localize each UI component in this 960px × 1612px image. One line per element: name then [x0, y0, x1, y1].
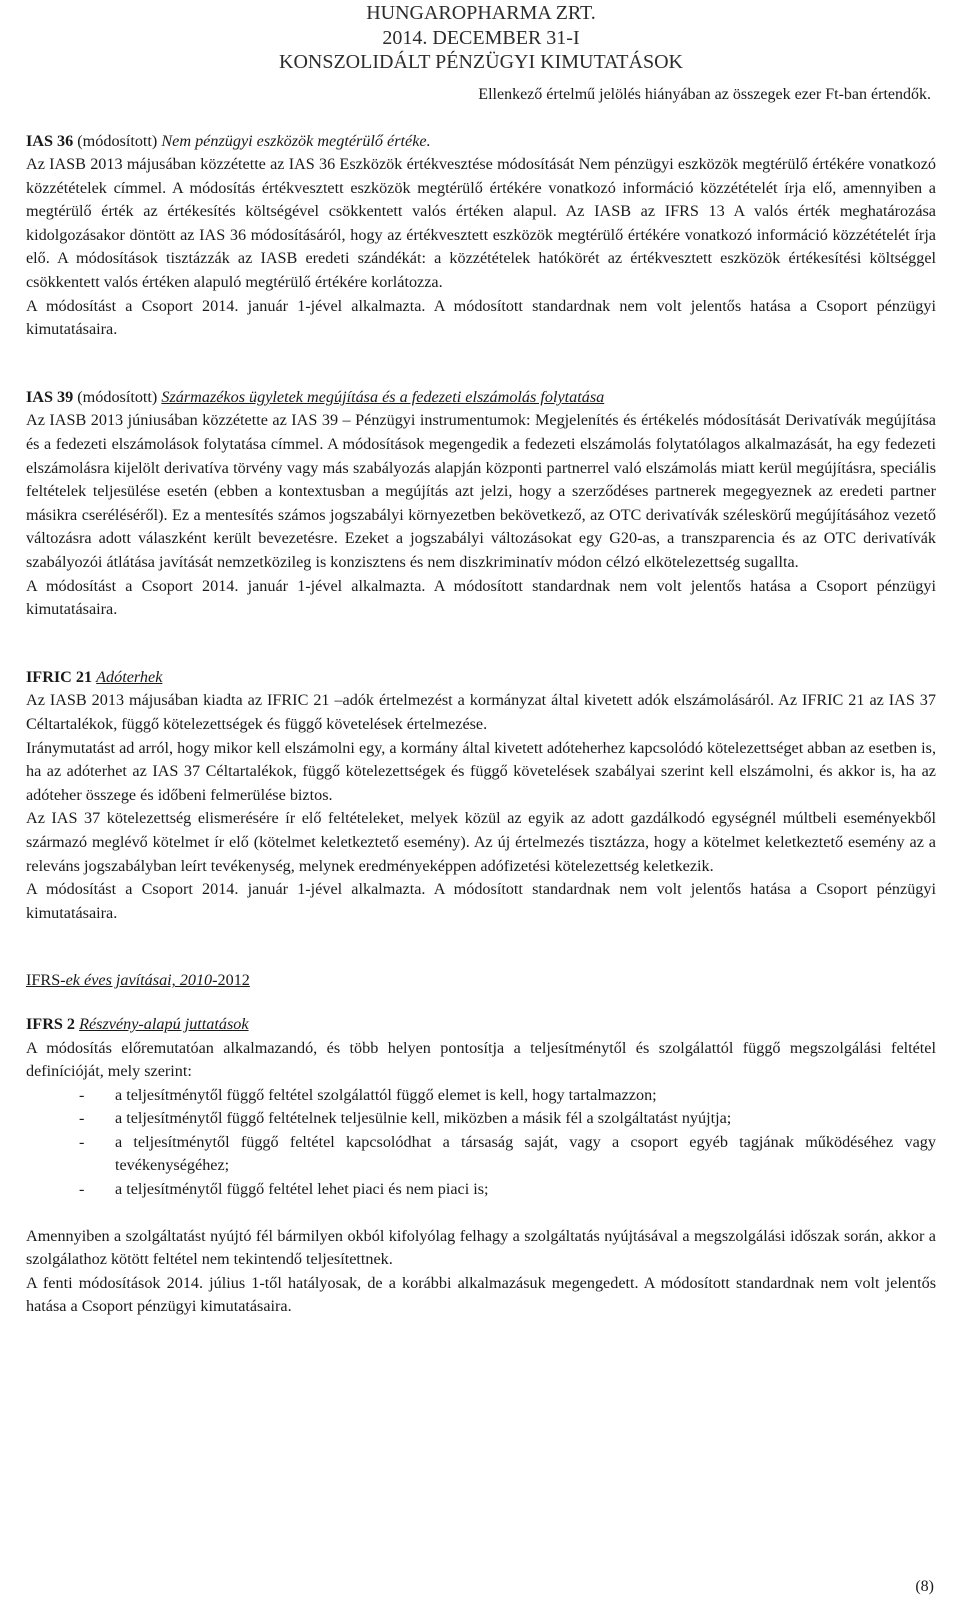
heading-suffix: (módosított) [73, 387, 162, 406]
standard-title: Részvény-alapú juttatások [79, 1014, 249, 1033]
report-title: KONSZOLIDÁLT PÉNZÜGYI KIMUTATÁSOK [279, 51, 683, 73]
section-ifrs2 [26, 1013, 936, 1319]
section-ias36 [26, 130, 936, 342]
section-heading [26, 386, 936, 410]
dash-bullet: - [79, 1085, 85, 1104]
list-item-text: a teljesítménytől függő feltétel szolgálattól függő elemet is kell, hogy tartalmazzon; [115, 1085, 657, 1104]
dash-bullet: - [79, 1132, 85, 1151]
section-heading [26, 1013, 936, 1037]
section-ifric21 [26, 666, 936, 926]
paragraph: Amennyiben a szolgáltatást nyújtó fél bármilyen okból kifolyólag felhagy a szolgáltatás nyújtásával a megszolgálási időszak során, akkor a szolgálathoz kötött feltétel nem tekintendő teljesítettnek. [26, 1226, 936, 1269]
standard-code: IAS 36 [26, 131, 74, 150]
dash-bullet: - [79, 1180, 85, 1199]
list-item-text: a teljesítménytől függő feltétel kapcsolódhat a társaság saját, vagy a csoport egyéb tagjának működéséhez vagy tevékenységéhez; [115, 1132, 936, 1175]
list-item [26, 1178, 936, 1202]
paragraph: A módosítást a Csoport 2014. január 1-jével alkalmazta. A módosított standardnak nem volt jelentős hatása a Csoport pénzügyi kimutatásaira. [26, 296, 936, 339]
section-heading [26, 130, 936, 154]
section-heading [26, 969, 936, 993]
standard-code: IFRIC 21 [26, 667, 93, 686]
dash-bullet: - [79, 1109, 85, 1128]
list-item [26, 1084, 936, 1108]
list-item-text: a teljesítménytől függő feltétel lehet piaci és nem piaci is; [115, 1180, 489, 1199]
paragraph: Az IASB 2013 májusában kiadta az IFRIC 21 –adók értelmezést a kormányzat által kivetett adók elszámolásáról. Az IFRIC 21 az IAS 37 Céltartalékok, függő kötelezettségek és függő követelések értelmezése. [26, 691, 936, 733]
list-item [26, 1107, 936, 1131]
paragraph: A módosítás előremutatóan alkalmazandó, és több helyen pontosítja a teljesítménytől és szolgálattól függő megszolgálási feltétel definícióját, mely szerint: [26, 1038, 936, 1081]
company-name: HUNGAROPHARMA ZRT. [366, 2, 596, 24]
paragraph: A módosítást a Csoport 2014. január 1-jével alkalmazta. A módosított standardnak nem volt jelentős hatása a Csoport pénzügyi kimutatásaira. [26, 880, 936, 922]
section-annual-improvements [26, 969, 936, 993]
section-heading [26, 666, 936, 690]
paragraph: A módosítást a Csoport 2014. január 1-jével alkalmazta. A módosított standardnak nem volt jelentős hatása a Csoport pénzügyi kimutatásaira. [26, 576, 936, 619]
paragraph: A fenti módosítások 2014. július 1-től hatályosak, de a korábbi alkalmazásuk megengedett. A módosított standardnak nem volt jelentős hatása a Csoport pénzügyi kimutatásaira. [26, 1273, 936, 1316]
paragraph: Az IAS 37 kötelezettség elismerésére ír elő feltételeket, melyek közül az egyik az adott gazdálkodó egységnél múltbeli eseményekből származó meglévő kötelmet ír elő (kötelmet keletkeztető esemény). Az új értelmezés tisztázza, hogy a kötelmet keletkeztető esemény az a releváns jogszabályban leírt tevékenység, melynek eredményeképpen adófizetési kötelezettség keletkezik. [26, 809, 936, 875]
standard-title: Nem pénzügyi eszközök megtérülő értéke. [161, 131, 431, 150]
section-ias39 [26, 386, 936, 622]
document-page [26, 0, 936, 1319]
standard-title: Adóterhek [96, 667, 163, 686]
page-number: (8) [915, 1578, 934, 1595]
standard-code: IFRS 2 [26, 1014, 76, 1033]
standard-title: Származékos ügyletek megújítása és a fedezeti elszámolás folytatása [161, 387, 605, 406]
currency-note: Ellenkező értelmű jelölés hiányában az összegek ezer Ft-ban értendők. [478, 85, 931, 103]
heading-suffix: (módosított) [73, 131, 162, 150]
paragraph: Iránymutatást ad arról, hogy mikor kell elszámolni egy, a kormány által kivetett adóteherhez kapcsolódó kötelezettséget abban az esetben is, ha az adóterhet az IAS 37 Céltartalékok, függő kötelezettségek és függő követelések szabályai szerint kell elszámolni, és akkor is, ha az adóteher összege és időbeni felmerülése biztos. [26, 738, 936, 804]
condition-list [26, 1084, 936, 1202]
report-header [26, 0, 936, 75]
standard-code: IAS 39 [26, 387, 74, 406]
heading-prefix: IFRS [26, 971, 61, 990]
list-item [26, 1131, 936, 1178]
heading-italic: -ek éves javításai, 2010 [60, 971, 213, 990]
list-item-text: a teljesítménytől függő feltételnek teljesülnie kell, miközben a másik fél a szolgáltatást nyújtja; [115, 1109, 732, 1128]
paragraph: Az IASB 2013 májusában közzétette az IAS 36 Eszközök értékvesztése módosítását Nem pénzügyi eszközök megtérülő értékére vonatkozó közzétételek címmel. A módosítás értékvesztett eszközök megtérülő értékére vonatkozó információ közzétételét írja elő, amennyiben a megtérülő érték az értékesítés költségével csökkentett valós értéken alapul. Az IASB az IFRS 13 A valós érték meghatározása kidolgozásakor döntött az IAS 36 módosításáról, hogy az értékvesztett eszközök megtérülő értékére vonatkozó információ közzétételét írja elő. A módosítások tisztázzák az IASB eredeti szándékát: a közzétételek hatókörét az értékvesztett eszközök értékesítési költséggel csökkentett valós értéken alapuló megtérülő értékére korlátozza. [26, 155, 936, 292]
heading-suffix: -2012 [212, 971, 250, 990]
paragraph: Az IASB 2013 júniusában közzétette az IAS 39 – Pénzügyi instrumentumok: Megjelenítés és értékelés módosítását Derivatívák megújítása és a fedezeti elszámolások folytatása címmel. A módosítások megengedik a fedezeti elszámolás folytatólagos alkalmazását, ha egy fedezeti elszámolásra kijelölt derivatíva törvény vagy más szabályozás alapján központi partnerrel való elszámolás miatt kerül megújításra, speciális feltételek teljesülése esetén (ebben a kontextusban a megújítás azt jelzi, hogy a szerződéses partnerek megegyeznek az eredeti partner másikra cseréléséről). Ez a mentesítés számos jogszabályi környezetben bekövetkező, az OTC derivatívák széleskörű megújításához vezető változásra adott válaszként került bevezetésre. Ezeket a jogszabályi változásokat egy G20-as, a transzparencia és az OTC derivatívák szabályozói átlátása javítását nemzetközileg is konzisztens és nem diszkriminatív módon célzó elkötelezettség sugallta. [26, 411, 936, 571]
report-date: 2014. DECEMBER 31-I [382, 26, 580, 49]
